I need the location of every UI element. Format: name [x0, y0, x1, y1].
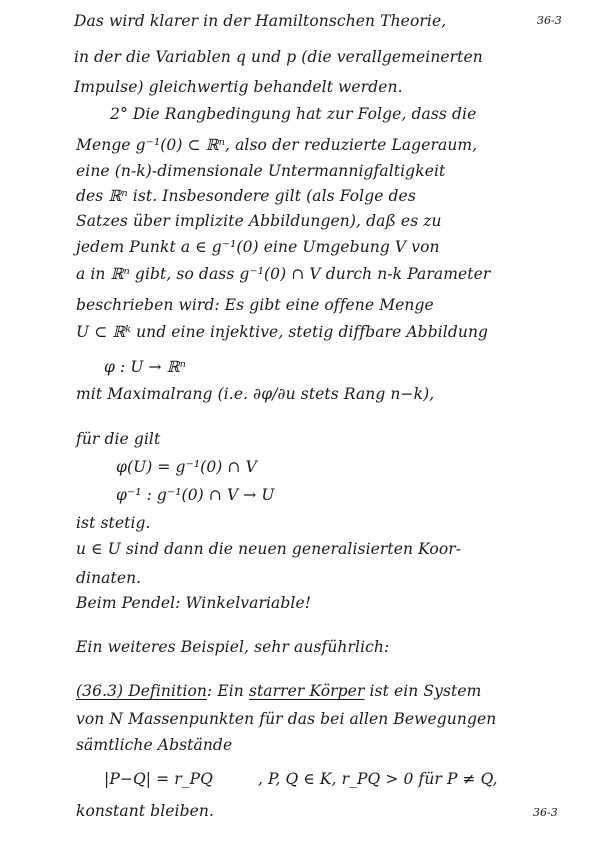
text-line-12: U ⊂ ℝᵏ und eine injektive, stetig diffbare Abbildung: [76, 323, 489, 341]
text-line-9: jedem Punkt a ∈ g⁻¹(0) eine Umgebung V von: [76, 238, 440, 256]
text-line-3: Impulse) gleichwertig behandelt werden.: [74, 78, 403, 96]
formula-line-26a: |P−Q| = r_PQ: [104, 770, 213, 788]
text-line-4: 2° Die Rangbedingung hat zur Folge, dass die: [110, 105, 477, 123]
text-line-20: dinaten.: [76, 569, 142, 587]
page-number-top: 36-3: [537, 14, 562, 27]
formula-line-17: φ⁻¹ : g⁻¹(0) ∩ V → U: [116, 486, 275, 504]
text-line-7: des ℝⁿ ist. Insbesondere gilt (als Folge des: [76, 187, 416, 205]
page-number-bottom: 36-3: [533, 806, 558, 819]
formula-line-26b: , P, Q ∈ K, r_PQ > 0 für P ≠ Q,: [258, 770, 498, 788]
text-line-1: Das wird klarer in der Hamiltonschen Theorie,: [74, 12, 447, 30]
text-line-22: Ein weiteres Beispiel, sehr ausführlich:: [76, 638, 390, 656]
text-line-21: Beim Pendel: Winkelvariable!: [76, 594, 312, 612]
definition-reference: (36.3) Definition: [76, 682, 207, 700]
text-line-18: ist stetig.: [76, 514, 151, 532]
text-line-6: eine (n-k)-dimensionale Untermannigfaltigkeit: [76, 162, 446, 180]
definition-end: ist ein System: [369, 682, 482, 700]
text-line-14: mit Maximalrang (i.e. ∂φ/∂u stets Rang n−k),: [76, 385, 435, 403]
text-line-11: beschrieben wird: Es gibt eine offene Menge: [76, 296, 434, 314]
definition-term: starrer Körper: [248, 682, 365, 700]
definition-line: [76, 682, 481, 700]
text-line-27: konstant bleiben.: [76, 802, 214, 820]
text-line-2: in der die Variablen q und p (die verallgemeinerten: [74, 48, 483, 66]
text-line-8: Satzes über implizite Abbildungen), daß es zu: [76, 212, 442, 230]
text-line-5: Menge g⁻¹(0) ⊂ ℝⁿ, also der reduzierte Lageraum,: [76, 136, 478, 154]
text-line-19: u ∈ U sind dann die neuen generalisierten Koor-: [76, 540, 462, 558]
text-line-13: φ : U → ℝⁿ: [104, 358, 186, 376]
text-line-10: a in ℝⁿ gibt, so dass g⁻¹(0) ∩ V durch n-k Parameter: [76, 265, 491, 283]
formula-line-16: φ(U) = g⁻¹(0) ∩ V: [116, 458, 257, 476]
definition-mid: : Ein: [206, 682, 244, 700]
text-line-15: für die gilt: [76, 430, 161, 448]
text-line-25: sämtliche Abstände: [76, 736, 233, 754]
text-line-24: von N Massenpunkten für das bei allen Bewegungen: [76, 710, 497, 728]
